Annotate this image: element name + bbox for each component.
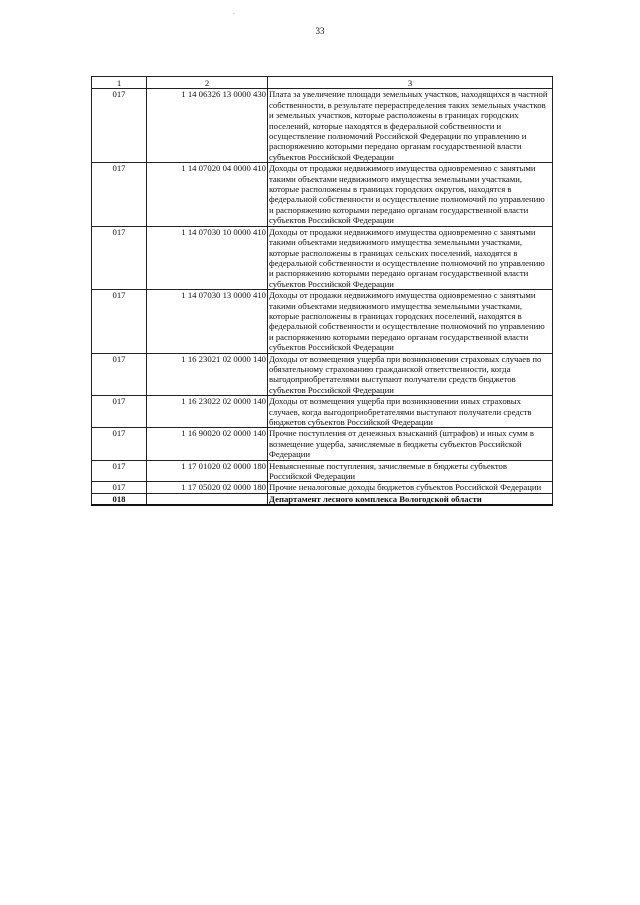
description-cell: Прочие поступления от денежных взысканий (штрафов) и иных сумм в возмещение ущерба, зачисляемые в бюджеты субъектов Российской Федерации [268, 428, 553, 460]
kbk-code-cell: 1 16 23022 02 0000 140 [147, 396, 268, 428]
admin-code-cell: 018 [92, 493, 147, 505]
scan-mark: . [233, 8, 235, 16]
column-header-1: 1 [92, 77, 147, 89]
admin-code-cell: 017 [92, 226, 147, 289]
table-row [92, 493, 553, 505]
table-row [92, 396, 553, 428]
table-row [92, 226, 553, 289]
description-cell: Прочие неналоговые доходы бюджетов субъектов Российской Федерации [268, 482, 553, 493]
admin-code-cell: 017 [92, 482, 147, 493]
table-row [92, 460, 553, 482]
admin-code-cell: 017 [92, 89, 147, 163]
description-cell: Доходы от продажи недвижимого имущества одновременно с занятыми такими объектами недвижимого имущества земельными участками, которые расположены в границах сельских поселений, находятся в федеральной собственности и осуществление полномочий по управлению и распоряжению которыми передано органам государственной власти субъектов Российской Федерации [268, 226, 553, 289]
kbk-code-cell: 1 16 90020 02 0000 140 [147, 428, 268, 460]
table-row [92, 482, 553, 493]
kbk-code-cell: 1 14 07020 04 0000 410 [147, 163, 268, 226]
admin-code-cell: 017 [92, 163, 147, 226]
description-cell: Доходы от продажи недвижимого имущества одновременно с занятыми такими объектами недвижимого имущества земельными участками, которые расположены в границах городских поселений, находятся в федеральной собственности и осуществление полномочий по управлению и распоряжению которыми передано органам государственной власти субъектов Российской Федерации [268, 290, 553, 353]
revenue-codes-table [91, 76, 553, 506]
kbk-code-cell: 1 17 01020 02 0000 180 [147, 460, 268, 482]
table-header-row [92, 77, 553, 89]
table-row [92, 89, 553, 163]
admin-code-cell: 017 [92, 428, 147, 460]
description-cell: Невыясненные поступления, зачисляемые в бюджеты субъектов Российской Федерации [268, 460, 553, 482]
admin-code-cell: 017 [92, 460, 147, 482]
kbk-code-cell: 1 16 23021 02 0000 140 [147, 353, 268, 396]
table-row [92, 163, 553, 226]
description-cell: Департамент лесного комплекса Вологодской области [268, 493, 553, 505]
kbk-code-cell: 1 14 07030 13 0000 410 [147, 290, 268, 353]
column-header-2: 2 [147, 77, 268, 89]
table-body [92, 89, 553, 505]
description-cell: Доходы от возмещения ущерба при возникновении иных страховых случаев, когда выгодоприобретателями выступают получатели средств бюджетов субъектов Российской Федерации [268, 396, 553, 428]
table-row [92, 290, 553, 353]
admin-code-cell: 017 [92, 290, 147, 353]
table-row [92, 428, 553, 460]
description-cell: Доходы от продажи недвижимого имущества одновременно с занятыми такими объектами недвижимого имущества земельными участками, которые расположены в границах городских округов, находятся в федеральной собственности и осуществление полномочий по управлению и распоряжению которыми передано органам государственной власти субъектов Российской Федерации [268, 163, 553, 226]
description-cell: Плата за увеличение площади земельных участков, находящихся в частной собственности, в результате перераспределения таких земельных участков и земельных участков, которые расположены в границах городских поселений, которые находятся в федеральной собственности и осуществление полномочий Российской Федерации по управлению и распоряжению которыми передано органам государственной власти субъектов Российской Федерации [268, 89, 553, 163]
admin-code-cell: 017 [92, 353, 147, 396]
description-cell: Доходы от возмещения ущерба при возникновении страховых случаев по обязательному страхованию гражданской ответственности, когда выгодоприобретателями выступают получатели средств бюджетов субъектов Российской Федерации [268, 353, 553, 396]
kbk-code-cell: 1 14 07030 10 0000 410 [147, 226, 268, 289]
table-row [92, 353, 553, 396]
page-number: 33 [315, 26, 325, 36]
kbk-code-cell: 1 17 05020 02 0000 180 [147, 482, 268, 493]
admin-code-cell: 017 [92, 396, 147, 428]
column-header-3: 3 [268, 77, 553, 89]
kbk-code-cell: 1 14 06326 13 0000 430 [147, 89, 268, 163]
kbk-code-cell [147, 493, 268, 505]
